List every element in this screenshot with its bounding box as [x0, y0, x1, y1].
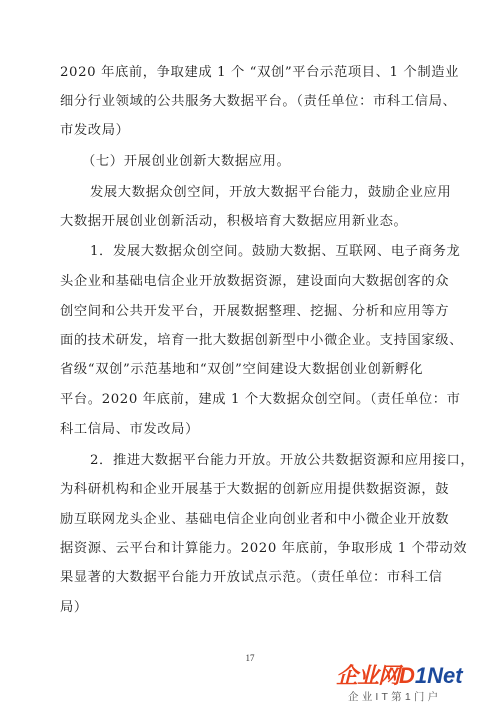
body-line-11: 省级“双创”示范基地和“双创”空间建设大数据创业创新孵化: [60, 362, 424, 377]
body-line-5: 发展大数据众创空间，开放大数据平台能力，鼓励企业应用: [90, 185, 452, 200]
body-line-6: 大数据开展创业创新活动，积极培育大数据应用新业态。: [60, 214, 408, 229]
watermark-brand-net: 1Net: [414, 663, 463, 688]
body-line-17: 据资源、云平台和计算能力。2020 年底前，争取形成 1 个带动效: [60, 541, 468, 556]
body-line-2: 细分行业领域的公共服务大数据平台。（责任单位：市科工信局、: [60, 94, 457, 109]
watermark-slogan: 企业IT第1门户: [348, 691, 442, 703]
item-1-title-line: 1．发展大数据众创空间。鼓励大数据、互联网、电子商务龙: [90, 244, 461, 259]
watermark-brand-cn: 企业网: [336, 663, 400, 688]
watermark-brand-d: D: [399, 663, 415, 688]
body-line-16: 励互联网龙头企业、基础电信企业向创业者和中小微企业开放数: [60, 512, 450, 527]
body-line-19: 局）: [60, 600, 88, 615]
watermark-brand: [336, 664, 463, 688]
page-number: 17: [245, 653, 255, 663]
item-2-title-line: 2．推进大数据平台能力开放。开放公共数据资源和应用接口，: [90, 453, 475, 468]
body-line-10: 面的技术研发，培育一批大数据创新型中小微企业。支持国家级、: [60, 333, 464, 348]
body-line-1: 2020 年底前，争取建成 1 个 “双创”平台示范项目、1 个制造业: [60, 65, 460, 80]
body-line-15: 为科研机构和企业开展基于大数据的创新应用提供数据资源，鼓: [60, 482, 450, 497]
body-line-3: 市发改局）: [60, 123, 130, 138]
body-line-8: 头企业和基础电信企业开放数据资源，建设面向大数据创客的众: [60, 274, 450, 289]
section-heading: （七）开展创业创新大数据应用。: [82, 154, 291, 169]
watermark-logo: [336, 664, 500, 707]
body-line-18: 果显著的大数据平台能力开放试点示范。（责任单位：市科工信: [60, 570, 443, 585]
body-line-12: 平台。2020 年底前，建成 1 个大数据众创空间。（责任单位：市: [60, 392, 461, 407]
body-line-13: 科工信局、市发改局）: [60, 422, 199, 437]
body-line-9: 创空间和公共开发平台，开展数据整理、挖掘、分析和应用等方: [60, 304, 450, 319]
